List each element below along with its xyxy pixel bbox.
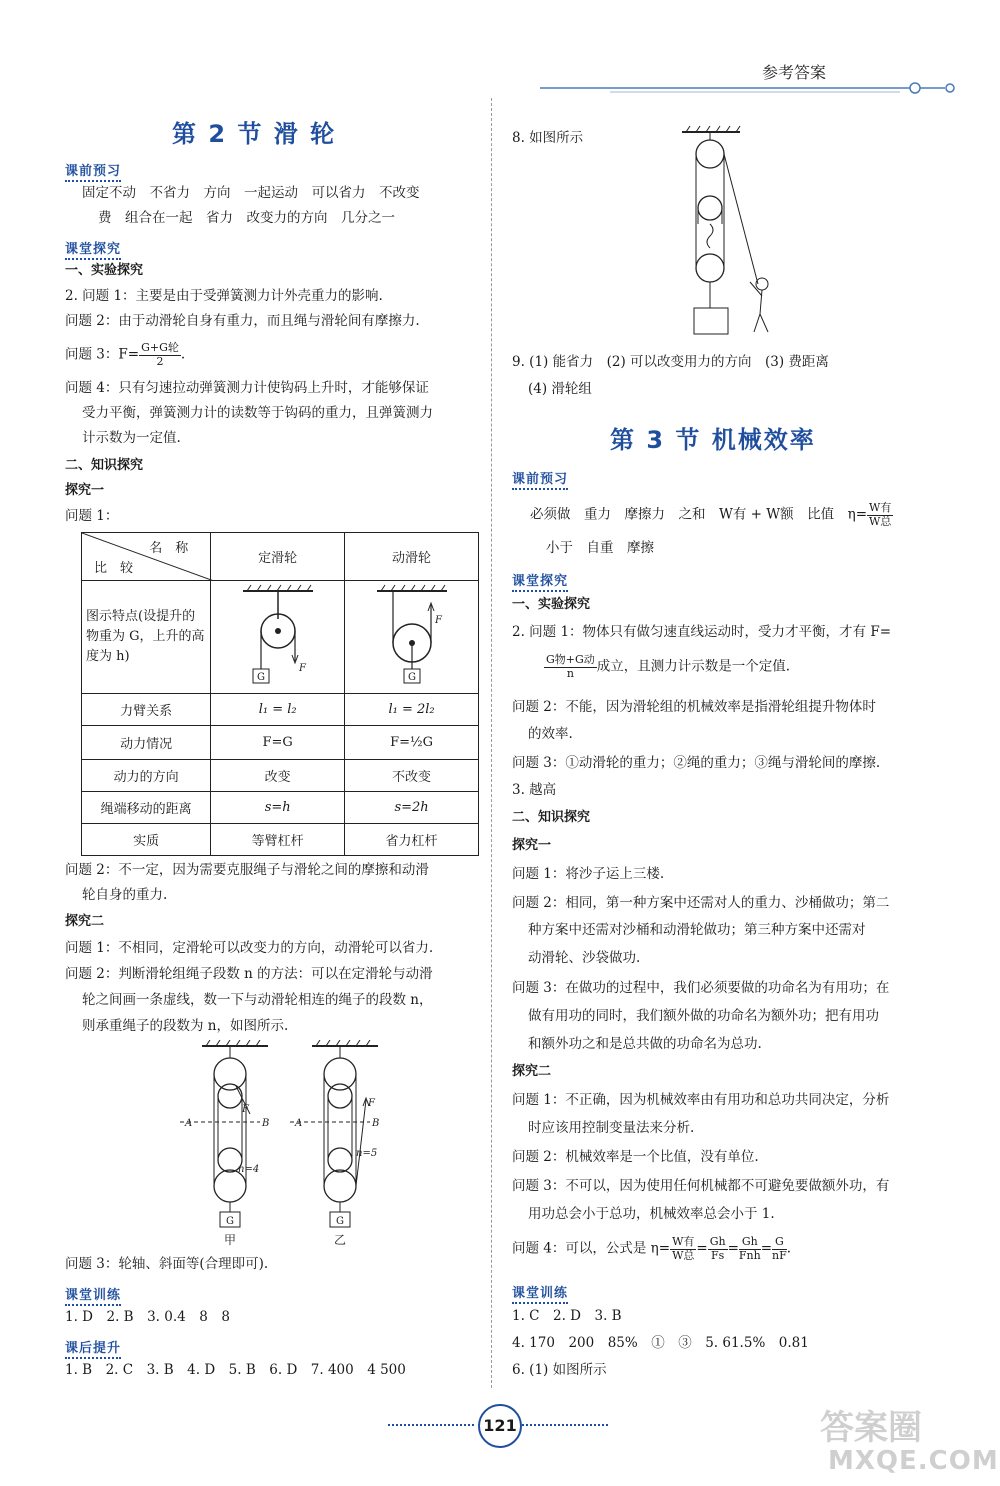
pulley-systems-figure — [180, 1040, 390, 1248]
footer-rule-left — [388, 1424, 474, 1426]
answer-formula: 问题 4：可以，公式是 η= $\frac{\text{W有}}{\text{W总}}$ = $\frac{Gh}{Fs}$ = $\frac{Gh}{\text{Fnh}}$ = $\frac{G}{nF}$ . — [512, 1235, 792, 1262]
training-answers: 4. 170 200 85% ① ③ 5. 61.5% 0.81 — [512, 1335, 809, 1351]
pre-study-line: 小于 自重 摩擦 — [546, 540, 654, 556]
answer-line: 问题 3：轮轴、斜面等(合理即可). — [65, 1256, 269, 1272]
svg-text:n=5: n=5 — [356, 1148, 378, 1159]
pre-study-line-1: 固定不动 不省力 方向 一起运动 可以省力 不改变 — [82, 185, 420, 201]
answer-line: 的效率. — [528, 726, 573, 742]
table-row-label: 动力的方向 — [82, 760, 211, 792]
fraction: $\frac{Gh}{Fs}$ — [709, 1235, 726, 1262]
answer-line: 和额外功之和是总共做的功命名为总功. — [528, 1036, 762, 1052]
fraction: $\frac{\text{W有}}{\text{W总}}$ — [672, 1235, 695, 1262]
answer-line: 轮之间画一条虚线，数一下与动滑轮相连的绳子的段数 n， — [82, 992, 433, 1008]
answer-line: 问题 3：在做功的过程中，我们必须要做的功命名为有用功；在 — [512, 980, 890, 996]
class-explore-label: 课堂探究 — [512, 570, 568, 592]
answer-line: 受力平衡，弹簧测力计的读数等于钩码的重力，且弹簧测力 — [82, 405, 433, 421]
svg-text:乙: 乙 — [334, 1233, 347, 1247]
header-rule — [540, 78, 960, 98]
answer-line: 8. 如图所示 — [512, 130, 584, 146]
table-corner-cell: 名 称 比 较 — [82, 533, 211, 581]
explore-one-heading: 探究一 — [65, 483, 105, 498]
running-header: 参考答案 — [762, 63, 827, 82]
pre-study-line-2: 费 组合在一起 省力 改变力的方向 几分之一 — [98, 210, 395, 226]
fraction: $\frac{\text{W有}}{\text{W总}}$ — [869, 501, 892, 528]
explore-one-heading: 探究一 — [512, 838, 552, 853]
table-header-fixed-pulley: 定滑轮 — [211, 533, 345, 581]
training-answers: 6. (1) 如图所示 — [512, 1362, 607, 1378]
answer-line: 9. (1) 能省力 (2) 可以改变用力的方向 (3) 费距离 — [512, 354, 829, 370]
svg-text:B: B — [262, 1118, 270, 1129]
fraction: $\frac{\text{G+G轮}}{2}$ — [141, 341, 179, 368]
answer-formula: 问题 3：F= $\frac{\text{G+G轮}}{2}$ . — [65, 341, 186, 368]
table-cell: s=h — [211, 792, 345, 824]
answer-line: 问题 1：将沙子运上三楼. — [512, 866, 665, 882]
section-title-efficiency: 第 3 节 机械效率 — [610, 426, 816, 454]
pre-study-line: 必须做 重力 摩擦力 之和 W有 + W额 比值 η= $\frac{\text{W有}}{\text{W总}}$ — [530, 501, 892, 528]
answer-line: 轮自身的重力. — [82, 887, 168, 903]
explore-two-heading: 探究二 — [65, 914, 105, 929]
svg-text:A: A — [295, 1118, 303, 1129]
fixed-pulley-diagram — [211, 581, 345, 694]
svg-text:G: G — [256, 672, 265, 683]
formula-prefix: 问题 3：F= — [65, 346, 140, 363]
svg-text:F: F — [434, 615, 442, 626]
answer-line: 问题 1：不正确，因为机械效率由有用功和总功共同决定，分析 — [512, 1092, 890, 1108]
answer-line: 种方案中还需对沙桶和动滑轮做功；第三种方案中还需对 — [528, 922, 866, 938]
answer-line: 时应该用控制变量法来分析. — [528, 1120, 695, 1136]
fraction: $\frac{Gh}{\text{Fnh}}$ — [738, 1235, 761, 1262]
answer-line: 2. 问题 1：主要是由于受弹簧测力计外壳重力的影响. — [65, 288, 383, 304]
after-class-answers: 1. B 2. C 3. B 4. D 5. B 6. D 7. 400 4 500 — [65, 1362, 406, 1378]
table-row-label: 实质 — [82, 824, 211, 856]
answer-line: (4) 滑轮组 — [528, 381, 592, 397]
column-divider — [491, 98, 492, 1388]
table-row-label: 图示特点(设提升的物重为 G，上升的高度为 h) — [82, 581, 211, 694]
experiment-heading: 一、实验探究 — [65, 263, 144, 278]
answer-line: 问题 2：不能，因为滑轮组的机械效率是指滑轮组提升物体时 — [512, 699, 876, 715]
watermark-url: MXQE.COM — [828, 1446, 999, 1476]
table-cell: 不改变 — [345, 760, 479, 792]
pre-study-label: 课前预习 — [512, 468, 568, 490]
answer-line: 问题 4：只有匀速拉动弹簧测力计使钩码上升时，才能够保证 — [65, 380, 429, 396]
answer-line: 问题 1：不相同，定滑轮可以改变力的方向，动滑轮可以省力. — [65, 940, 434, 956]
answer-line: 问题 2：相同，第一种方案中还需对人的重力、沙桶做功；第二 — [512, 895, 890, 911]
table-row-label: 动力情况 — [82, 726, 211, 760]
after-class-label: 课后提升 — [65, 1337, 121, 1359]
table-cell: 省力杠杆 — [345, 824, 479, 856]
knowledge-heading: 二、知识探究 — [65, 458, 144, 473]
svg-text:G: G — [226, 1216, 234, 1227]
training-answers: 1. C 2. D 3. B — [512, 1308, 622, 1324]
answer-line: 问题 2：不一定，因为需要克服绳子与滑轮之间的摩擦和动滑 — [65, 862, 429, 878]
svg-text:A: A — [185, 1118, 193, 1129]
footer-rule-right — [522, 1424, 608, 1426]
question-label: 问题 1： — [65, 508, 119, 524]
table-cell: F=G — [211, 726, 345, 760]
table-header-movable-pulley: 动滑轮 — [345, 533, 479, 581]
section-title-pulley: 第 2 节 滑 轮 — [172, 120, 337, 148]
svg-text:F: F — [298, 663, 306, 674]
table-cell: s=2h — [345, 792, 479, 824]
table-cell: l₁ = l₂ — [211, 694, 345, 726]
answer-line: 问题 2：由于动滑轮自身有重力，而且绳与滑轮间有摩擦力. — [65, 313, 420, 329]
pulley-comparison-table — [81, 532, 479, 856]
answer-line: 用功总会小于总功，机械效率总会小于 1. — [528, 1206, 775, 1222]
answer-line: 则承重绳子的段数为 n，如图所示. — [82, 1018, 289, 1034]
answer-line: 问题 2：机械效率是一个比值，没有单位. — [512, 1149, 759, 1165]
page-number: 121 — [478, 1404, 522, 1448]
class-training-label: 课堂训练 — [512, 1282, 568, 1304]
table-cell: 等臂杠杆 — [211, 824, 345, 856]
answer-line: 做有用功的同时，我们额外做的功命名为额外功；把有用功 — [528, 1008, 879, 1024]
table-cell: 改变 — [211, 760, 345, 792]
pulley-person-figure — [670, 124, 800, 344]
class-explore-label: 课堂探究 — [65, 238, 121, 260]
svg-text:G: G — [336, 1216, 344, 1227]
answer-line: 计示数为一定值. — [82, 430, 181, 446]
fraction: $\frac{G}{nF}$ — [772, 1235, 787, 1262]
class-training-label: 课堂训练 — [65, 1284, 121, 1306]
answer-line: 3. 越高 — [512, 782, 557, 798]
experiment-heading: 一、实验探究 — [512, 597, 591, 612]
knowledge-heading: 二、知识探究 — [512, 810, 591, 825]
svg-text:G: G — [407, 672, 416, 683]
pre-study-label: 课前预习 — [65, 160, 121, 182]
answer-line: 2. 问题 1：物体只有做匀速直线运动时，受力才平衡，才有 F= — [512, 624, 892, 640]
answer-line: 问题 3：不可以，因为使用任何机械都不可避免要做额外功，有 — [512, 1178, 890, 1194]
svg-text:F: F — [368, 1098, 375, 1109]
table-cell: F=½G — [345, 726, 479, 760]
movable-pulley-diagram — [345, 581, 479, 694]
svg-text:F: F — [242, 1104, 249, 1115]
watermark-logo: 答案圈 — [820, 1408, 922, 1448]
table-cell: l₁ = 2l₂ — [345, 694, 479, 726]
svg-text:B: B — [372, 1118, 380, 1129]
table-row-label: 绳端移动的距离 — [82, 792, 211, 824]
answer-formula: $\frac{\text{G物+G动}}{n}$ 成立，且测力计示数是一个定值. — [546, 653, 791, 680]
fraction: $\frac{\text{G物+G动}}{n}$ — [546, 653, 595, 680]
answer-line: 问题 2：判断滑轮组绳子段数 n 的方法：可以在定滑轮与动滑 — [65, 966, 433, 982]
svg-text:n=4: n=4 — [238, 1164, 260, 1175]
table-row-label: 力臂关系 — [82, 694, 211, 726]
training-answers: 1. D 2. B 3. 0.4 8 8 — [65, 1309, 230, 1325]
answer-line: 问题 3：①动滑轮的重力；②绳的重力；③绳与滑轮间的摩擦. — [512, 755, 881, 771]
svg-text:甲: 甲 — [224, 1233, 237, 1247]
explore-two-heading: 探究二 — [512, 1064, 552, 1079]
answer-line: 动滑轮、沙袋做功. — [528, 950, 641, 966]
